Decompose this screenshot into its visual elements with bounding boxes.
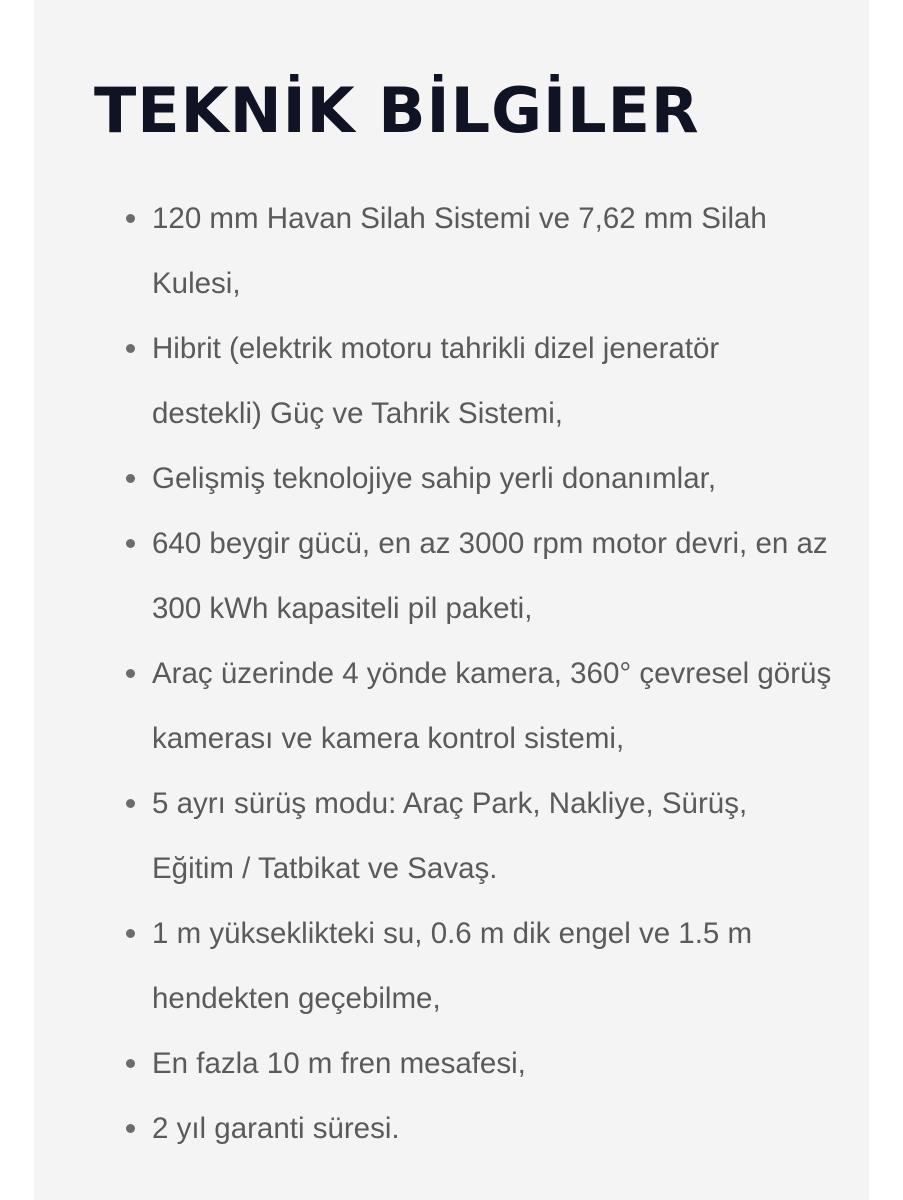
list-item-text: 120 mm Havan Silah Sistemi ve 7,62 mm Silah Kulesi, [152, 202, 767, 300]
list-item [152, 186, 832, 316]
bullet-icon [126, 214, 135, 223]
list-item-text: Hibrit (elektrik motoru tahrikli dizel jeneratör destekli) Güç ve Tahrik Sistemi, [152, 332, 720, 430]
bullet-icon [126, 539, 135, 548]
bullet-icon [126, 1124, 135, 1133]
bullet-icon [126, 474, 135, 483]
list-item-text: 640 beygir gücü, en az 3000 rpm motor devri, en az 300 kWh kapasiteli pil paketi, [152, 527, 828, 625]
bullet-icon [126, 929, 135, 938]
list-item [152, 1096, 832, 1161]
list-item-text: Gelişmiş teknolojiye sahip yerli donanımlar, [152, 462, 717, 495]
list-item [152, 511, 832, 641]
list-item-text: 5 ayrı sürüş modu: Araç Park, Nakliye, Sürüş, Eğitim / Tatbikat ve Savaş. [152, 787, 748, 885]
list-item [152, 1031, 832, 1096]
list-item [152, 446, 832, 511]
list-item [152, 771, 832, 901]
list-item [152, 316, 832, 446]
list-item [152, 641, 832, 771]
content-card [34, 0, 869, 1200]
bullet-icon [126, 799, 135, 808]
bullet-icon [126, 669, 135, 678]
specs-list [152, 186, 832, 1161]
list-item-text: En fazla 10 m fren mesafesi, [152, 1047, 526, 1080]
bullet-icon [126, 1059, 135, 1068]
page-title: TEKNİK BİLGİLER [94, 74, 700, 147]
list-item-text: 1 m yükseklikteki su, 0.6 m dik engel ve 1.5 m hendekten geçebilme, [152, 917, 753, 1015]
list-item-text: 2 yıl garanti süresi. [152, 1112, 400, 1145]
list-item [152, 901, 832, 1031]
bullet-icon [126, 344, 135, 353]
list-item-text: Araç üzerinde 4 yönde kamera, 360° çevresel görüş kamerası ve kamera kontrol sistemi, [152, 657, 832, 755]
